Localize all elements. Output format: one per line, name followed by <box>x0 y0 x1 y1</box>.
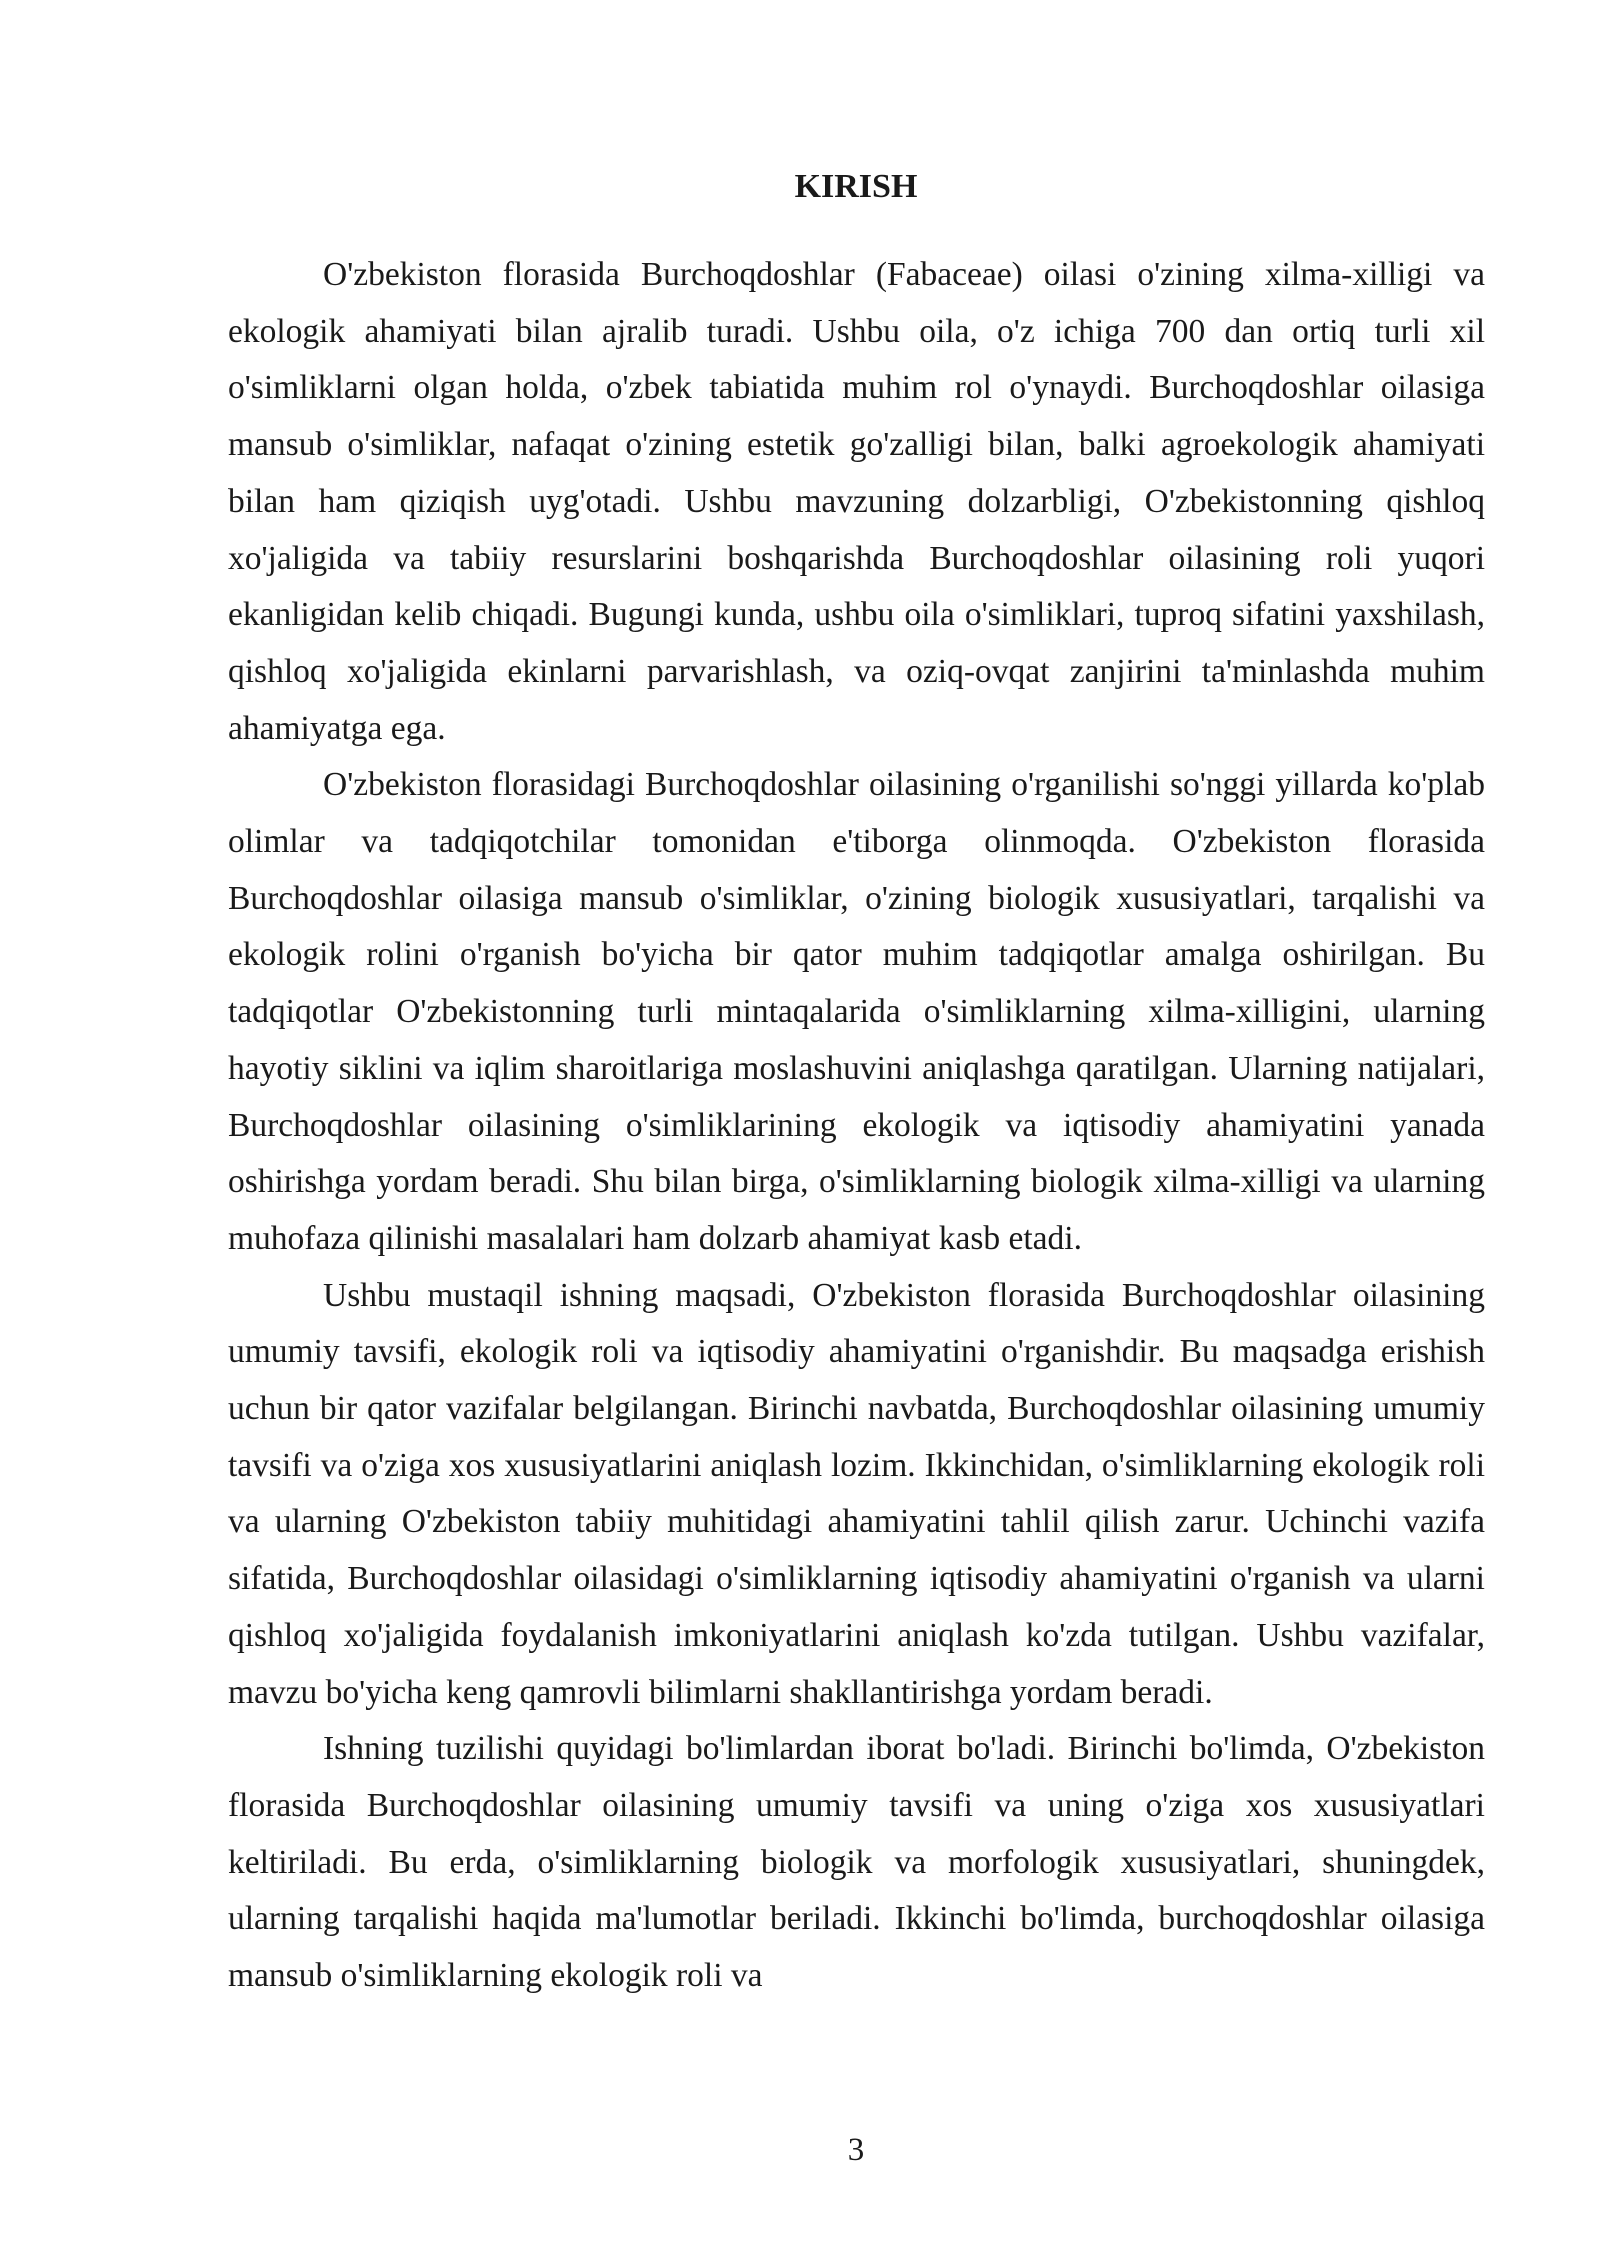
page-title: KIRISH <box>794 168 918 205</box>
body-text <box>228 247 1485 2005</box>
page-number: 3 <box>847 2132 865 2168</box>
paragraph-2: O'zbekiston florasidagi Burchoqdoshlar oilasining o'rganilishi so'nggi yillarda ko'plab olimlar va tadqiqotchilar tomonidan e'tiborga olinmoqda. O'zbekiston florasida Burchoqdoshlar oilasiga mansub o'simliklar, o'zining biologik xususiyatlari, tarqalishi va ekologik rolini o'rganish bo'yicha bir qator muhim tadqiqotlar amalga oshirilgan. Bu tadqiqotlar O'zbekistonning turli mintaqalarida o'simliklarning xilma-xilligini, ularning hayotiy siklini va iqlim sharoitlariga moslashuvini aniqlashga qaratilgan. Ularning natijalari, Burchoqdoshlar oilasining o'simliklarining ekologik va iqtisodiy ahamiyatini yanada oshirishga yordam beradi. Shu bilan birga, o'simliklarning biologik xilma-xilligi va ularning muhofaza qilinishi masalalari ham dolzarb ahamiyat kasb etadi. <box>228 766 1485 1257</box>
paragraph-1: O'zbekiston florasida Burchoqdoshlar (Fabaceae) oilasi o'zining xilma-xilligi va ekologik ahamiyati bilan ajralib turadi. Ushbu oila, o'z ichiga 700 dan ortiq turli xil o'simliklarni olgan holda, o'zbek tabiatida muhim rol o'ynaydi. Burchoqdoshlar oilasiga mansub o'simliklar, nafaqat o'zining estetik go'zalligi bilan, balki agroekologik ahamiyati bilan ham qiziqish uyg'otadi. Ushbu mavzuning dolzarbligi, O'zbekistonning qishloq xo'jaligida va tabiiy resurslarini boshqarishda Burchoqdoshlar oilasining roli yuqori ekanligidan kelib chiqadi. Bugungi kunda, ushbu oila o'simliklari, tuproq sifatini yaxshilash, qishloq xo'jaligida ekinlarni parvarishlash, va oziq-ovqat zanjirini ta'minlashda muhim ahamiyatga ega. <box>228 256 1485 747</box>
paragraph-3: Ushbu mustaqil ishning maqsadi, O'zbekiston florasida Burchoqdoshlar oilasining umumiy tavsifi, ekologik roli va iqtisodiy ahamiyatini o'rganishdir. Bu maqsadga erishish uchun bir qator vazifalar belgilangan. Birinchi navbatda, Burchoqdoshlar oilasining umumiy tavsifi va o'ziga xos xususiyatlarini aniqlash lozim. Ikkinchidan, o'simliklarning ekologik roli va ularning O'zbekiston tabiiy muhitidagi ahamiyatini tahlil qilish zarur. Uchinchi vazifa sifatida, Burchoqdoshlar oilasidagi o'simliklarning iqtisodiy ahamiyatini o'rganish va ularni qishloq xo'jaligida foydalanish imkoniyatlarini aniqlash ko'zda tutilgan. Ushbu vazifalar, mavzu bo'yicha keng qamrovli bilimlarni shakllantirishga yordam beradi. <box>228 1276 1485 1711</box>
paragraph-4: Ishning tuzilishi quyidagi bo'limlardan iborat bo'ladi. Birinchi bo'limda, O'zbekiston florasida Burchoqdoshlar oilasining umumiy tavsifi va uning o'ziga xos xususiyatlari keltiriladi. Bu erda, o'simliklarning biologik va morfologik xususiyatlari, shuningdek, ularning tarqalishi haqida ma'lumotlar beriladi. Ikkinchi bo'limda, burchoqdoshlar oilasiga mansub o'simliklarning ekologik roli va <box>228 1730 1485 1995</box>
